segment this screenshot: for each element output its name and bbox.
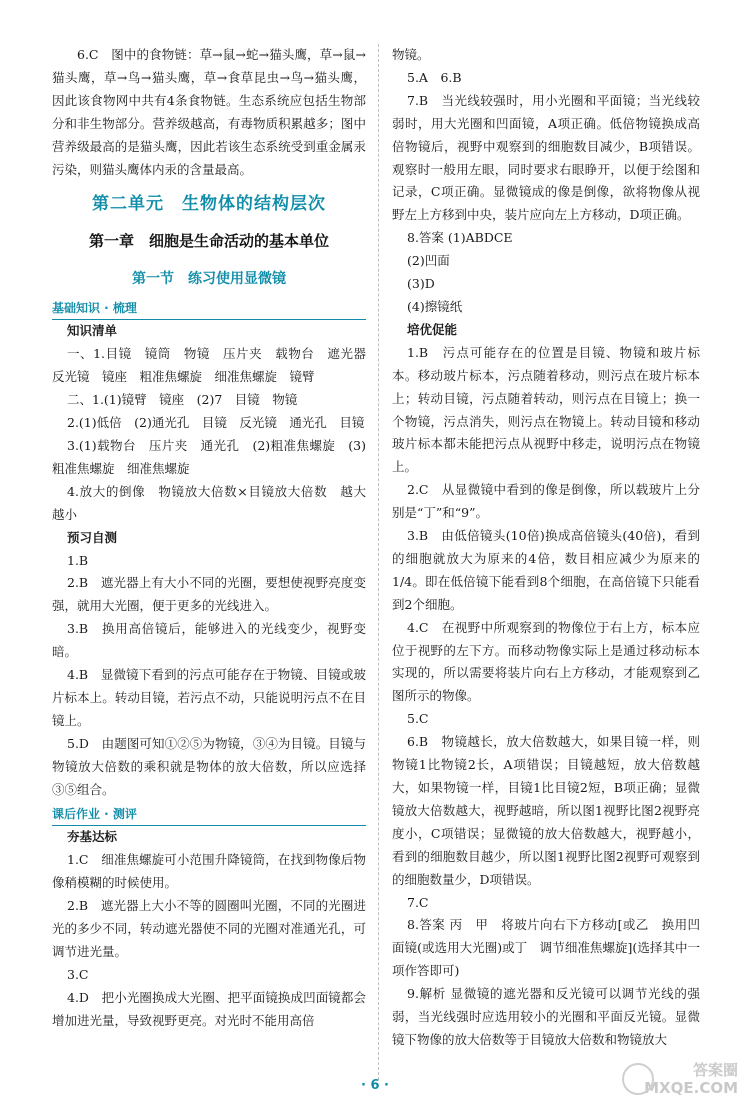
preview-answer: 3.B 换用高倍镜后，能够进入的光线变少，视野变暗。 (52, 621, 366, 660)
section-title: 第一节 练习使用显微镜 (132, 271, 286, 288)
answer-line: 8.答案 (1)ABDCE (407, 230, 513, 246)
advanced-answer: 4.C 在视野中所观察到的物像位于右上方，标本应位于视野的左下方。而移动物像实际上是通过移动标本实现的，所以需要将装片向右上方移动，才能观察到乙图所示的物像。 (392, 619, 700, 704)
chapter-title: 第一章 细胞是生命活动的基本单位 (88, 232, 329, 251)
answer-line: (4)擦镜纸 (407, 298, 463, 314)
right-column (392, 44, 700, 1052)
knowledge-item: 二、1.(1)镜臂 镜座 (2)7 目镜 物镜 (67, 392, 298, 408)
watermark-circle-icon (622, 1063, 654, 1095)
advanced-answer: 3.B 由低倍镜头(10倍)换成高倍镜头(40倍)，看到的细胞就放大为原来的4倍，数目相应减少为原来的1/4。即在低倍镜下能看到8个细胞，在高倍镜下只能看到2个细胞。 (392, 528, 700, 612)
answer-line: 7.B 当光线较强时，用小光圈和平面镜；当光线较弱时，用大光圈和凹面镜，A项正确。低倍物镜换成高倍物镜后，视野中观察到的细胞数目减少，B项错误。观察时一般用左眼，同时要求右眼睁开，以便于绘图和记录，C项正确。显微镜成的像是倒像，欲将物像从视野左上方移到中央，装片应向左上方移动，D项正确。 (392, 92, 700, 223)
answer-line: 5.A 6.B (407, 69, 462, 85)
watermark-line2: MXQE.COM (644, 1079, 738, 1097)
left-column (52, 44, 379, 1033)
preview-test-heading: 预习自测 (67, 529, 118, 545)
knowledge-item: 一、1.目镜 镜筒 物镜 压片夹 载物台 遮光器 反光镜 镜座 粗准焦螺旋 细准焦螺旋 镜臂 (52, 346, 379, 385)
advanced-answer: 8.答案 丙 甲 将玻片向右下方移动[或乙 换用凹面镜(或选用大光圈)或丁 调节细准焦螺旋](选择其中一项作答即可) (392, 917, 700, 979)
advanced-answer: 9.解析 显微镜的遮光器和反光镜可以调节光线的强弱，当光线强时应选用较小的光圈和平面反光镜。显微镜下物像的放大倍数等于目镜放大倍数和物镜放大 (392, 986, 700, 1047)
watermark-line1: 答案圈 (692, 1061, 738, 1079)
answer-line: (3)D (407, 276, 435, 292)
foundation-heading: 夯基达标 (67, 829, 118, 845)
advanced-answer: 6.B 物镜越长，放大倍数越大，如果目镜一样，则物镜1比物镜2长，A项错误；目镜越短，放大倍数越大，如果物镜一样，目镜1比目镜2短，B项正确；显微镜放大倍数越大，视野越暗，所以图1视野比图2视野亮度小，C项错误；显微镜的放大倍数越大，视野越小，看到的细胞数目越少，所以图1视野比图2视野可观察到的细胞数量少，D项错误。 (392, 734, 700, 887)
preview-answer: 2.B 遮光器上有大小不同的光圈，要想使视野亮度变强，就用大光圈，便于更多的光线进入。 (52, 575, 366, 614)
answer-6: 6.C 图中的食物链：草→鼠→蛇→猫头鹰，草→鼠→猫头鹰，草→鸟→猫头鹰，草→食草昆虫→鸟→猫头鹰，因此该食物网中共有4条食物链。生态系统应包括生物部分和非生物部分。营养级越高，有毒物质积累越多；图中营养级最高的是猫头鹰，因此若该生态系统受到重金属汞污染，则猫头鹰体内汞的含量最高。 (52, 47, 366, 177)
homework-tag: 课后作业 · 测评 (52, 803, 366, 826)
foundation-answer: 2.B 遮光器上大小不等的圆圈叫光圈，不同的光圈进光的多少不同，转动遮光器使不同的光圈对准通光孔，可调节进光量。 (52, 898, 366, 959)
foundation-answer: 4.D 把小光圈换成大光圈、把平面镜换成凹面镜都会增加进光量，导致视野更亮。对光时不能用高倍 (52, 989, 366, 1028)
unit-title: 第二单元 生物体的结构层次 (92, 194, 326, 215)
continued-text: 物镜。 (392, 47, 430, 62)
foundation-answer: 3.C (67, 966, 89, 982)
advanced-answer: 5.C (407, 711, 429, 727)
advanced-heading: 培优促能 (407, 321, 458, 337)
knowledge-item: 2.(1)低倍 (2)通光孔 目镜 反光镜 通光孔 目镜 (67, 415, 365, 431)
preview-answer: 1.B (67, 552, 89, 568)
basic-knowledge-tag: 基础知识 · 梳理 (52, 297, 366, 320)
answer-line: (2)凹面 (407, 253, 450, 269)
advanced-answer: 1.B 污点可能存在的位置是目镜、物镜和玻片标本。移动玻片标本，污点随着移动，则污点在玻片标本上；转动目镜，污点随着转动，则污点在目镜上；换一个物镜，污点消失，则污点在物镜上。转动目镜和移动玻片标本都未能把污点从视野中移走，说明污点在物镜上。 (392, 344, 700, 475)
site-watermark (618, 1061, 738, 1103)
foundation-answer: 1.C 细准焦螺旋可小范围升降镜筒，在找到物像后物像稍模糊的时候使用。 (52, 852, 366, 891)
knowledge-list-heading: 知识清单 (67, 323, 118, 339)
column-divider (378, 44, 379, 1080)
advanced-answer: 2.C 从显微镜中看到的像是倒像，所以载玻片上分别是“丁”和“9”。 (392, 482, 700, 521)
knowledge-item: 3.(1)载物台 压片夹 通光孔 (2)粗准焦螺旋 (3)粗准焦螺旋 细准焦螺旋 (52, 437, 366, 476)
preview-answer: 4.B 显微镜下看到的污点可能存在于物镜、目镜或玻片标本上。转动目镜，若污点不动，只能说明污点不在目镜上。 (52, 667, 366, 728)
knowledge-item: 4.放大的倒像 物镜放大倍数×目镜放大倍数 越大 越小 (52, 483, 379, 522)
preview-answer: 5.D 由题图可知①②⑤为物镜，③④为目镜。目镜与物镜放大倍数的乘积就是物体的放大倍数，所以应选择③⑤组合。 (52, 735, 366, 797)
page-number: · 6 · (361, 1078, 389, 1093)
advanced-answer: 7.C (407, 894, 429, 910)
